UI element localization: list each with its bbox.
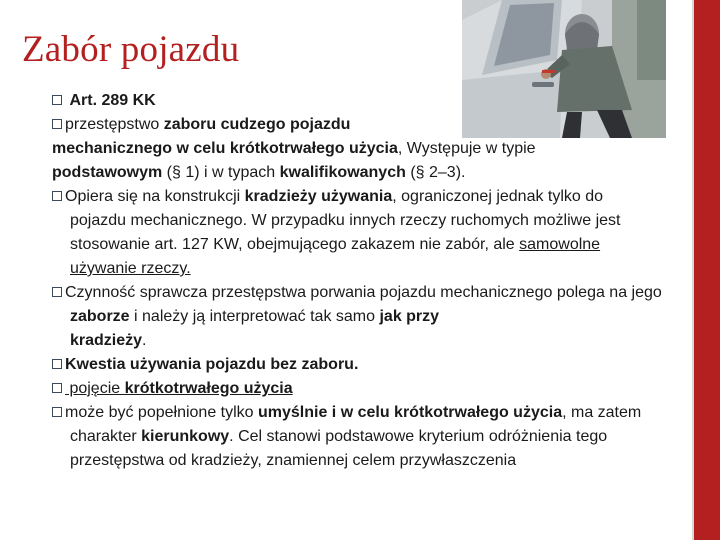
text-segment: (§ 2–3).: [405, 164, 466, 181]
bullet-question: [52, 353, 662, 377]
text-segment: (§ 1) i w typach: [162, 164, 280, 181]
text-segment: , ma zatem charakter: [70, 404, 642, 445]
bullet-intent: [52, 401, 662, 473]
checkbox-bullet-icon: [52, 95, 62, 105]
text-segment: Opiera się na konstrukcji: [65, 188, 245, 205]
text-segment: przestępstwo: [65, 116, 164, 133]
bullet-text: Kwestia używania pojazdu bez zaboru.: [65, 356, 359, 373]
checkbox-bullet-icon: [52, 119, 62, 129]
slide-content: [52, 89, 662, 473]
bullet-text: Art. 289 KK: [69, 92, 156, 109]
text-segment: i należy ją interpretować tak samo: [129, 308, 380, 325]
checkbox-bullet-icon: [52, 191, 62, 201]
text-segment: , ograniczonej jednak tylko do pojazdu mechanicznego. W przypadku innych rzeczy ruchomych możliwe jest stosowanie art. 127 KW, obejmującego zakazem nie zabór, ale: [70, 188, 621, 253]
text-bold: mechanicznego w celu krótkotrwałego użycia: [52, 140, 398, 157]
text-bold: kierunkowy: [141, 428, 230, 445]
checkbox-bullet-icon: [52, 383, 62, 393]
bullet-action: [52, 281, 662, 353]
text-bold: kradzieży używania: [244, 188, 393, 205]
accent-band: [694, 0, 720, 540]
checkbox-bullet-icon: [52, 359, 62, 369]
slide-title: Zabór pojazdu: [22, 29, 240, 70]
text-segment: Czynność sprawcza przestępstwa porwania pojazdu mechanicznego polega na jego: [65, 284, 662, 301]
bullet-construction: [52, 185, 662, 281]
text-bold: kwalifikowanych: [279, 164, 406, 181]
bullet-definition: [52, 113, 662, 185]
text-underlined: samowolne używanie rzeczy.: [70, 236, 601, 277]
bullet-concept: [52, 377, 662, 401]
text-bold-underlined: krótkotrwałego użycia: [124, 380, 293, 397]
bullet-art-289: [52, 89, 662, 113]
text-bold: jak przy: [379, 308, 440, 325]
text-bold: zaborze: [70, 308, 130, 325]
text-bold: umyślnie i w celu krótkotrwałego użycia: [258, 404, 563, 421]
checkbox-bullet-icon: [52, 287, 62, 297]
text-bold: kradzieży: [70, 332, 143, 349]
text-bold: zaboru cudzego pojazdu: [163, 116, 351, 133]
text-underlined: pojęcie: [65, 380, 125, 397]
text-segment: . Cel stanowi podstawowe kryterium odróżnienia tego przestępstwa od kradzieży, znamiennej celem przywłaszczenia: [70, 428, 608, 469]
text-segment: może być popełnione tylko: [65, 404, 258, 421]
text-segment: .: [142, 332, 147, 349]
text-segment: , Występuje w typie: [397, 140, 536, 157]
text-bold: podstawowym: [52, 164, 163, 181]
checkbox-bullet-icon: [52, 407, 62, 417]
